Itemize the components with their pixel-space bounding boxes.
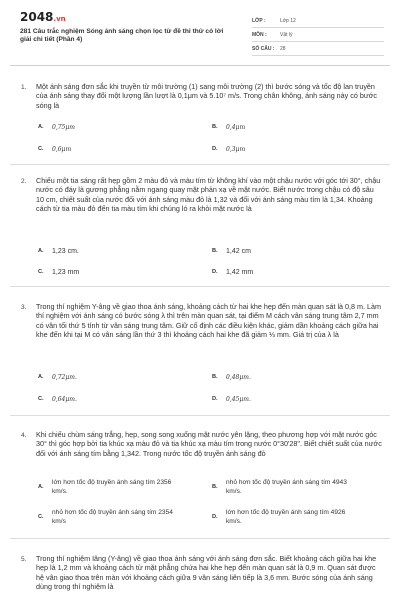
option-text: 0,6μm: [52, 146, 72, 153]
document-title: 281 Câu trắc nghiệm Sóng ánh sáng chọn lọc từ đề thi thử có lời giải chi tiết (Phần 4): [20, 28, 224, 44]
option-letter: C.: [38, 514, 44, 520]
option-c[interactable]: [38, 396, 77, 403]
option-text: nhỏ hơn tốc độ truyền ánh sáng tím 2354 km/s: [52, 509, 173, 525]
meta-value-count: 28: [280, 45, 286, 52]
option-letter: B.: [212, 248, 218, 254]
meta-row-subject: [252, 28, 384, 42]
option-d[interactable]: [212, 396, 251, 403]
option-d[interactable]: [212, 269, 253, 276]
question-text: Một ánh sáng đơn sắc khi truyền từ môi trường (1) sang môi trường (2) thì bước sóng và tốc độ lan truyền của ánh sáng thay đổi một lượng lần lượt là 0,1μm và 5.10⁷ m/s. Trong chân không, ánh sáng này có bước sóng là: [36, 82, 377, 110]
option-text: 0,48μm.: [226, 374, 251, 381]
option-d[interactable]: [212, 508, 356, 526]
option-text: lớn hơn tốc độ truyền ánh sáng tím 2356 km/s.: [52, 479, 172, 495]
option-text: 1,23 cm.: [52, 248, 79, 255]
option-letter: A.: [38, 248, 44, 254]
option-b[interactable]: [212, 478, 356, 496]
document-meta: [252, 14, 384, 56]
question-list: [0, 72, 400, 592]
option-letter: A.: [38, 374, 44, 380]
option-c[interactable]: [38, 146, 71, 153]
option-letter: D.: [212, 514, 218, 520]
option-a[interactable]: [38, 478, 182, 496]
option-letter: D.: [212, 269, 218, 275]
option-letter: A.: [38, 484, 44, 490]
question-number: 2.: [21, 178, 27, 185]
option-text: 0,72μm.: [52, 374, 77, 381]
option-text: lớn hơn tốc độ truyền ánh sáng tím 4926 km/s.: [226, 509, 346, 525]
option-letter: A.: [38, 124, 44, 130]
option-d[interactable]: [212, 146, 245, 153]
question-3: [0, 292, 400, 420]
question-divider: [10, 415, 390, 416]
header-divider: [10, 65, 390, 66]
option-c[interactable]: [38, 269, 79, 276]
option-letter: D.: [212, 146, 218, 152]
option-text: 1,42 mm: [226, 269, 254, 276]
document-header: [0, 0, 400, 60]
question-text: Chiếu một tia sáng rất hẹp gồm 2 màu đỏ và màu tím từ không khí vào một chậu nước với góc tới 30°, chậu nước có đáy là gương phẳng nằm ngang quay mặt phản xạ về mặt nước. Biết nước trong chậu có độ sâu 10 cm, chiết suất của nước đối với ánh sáng màu đỏ là 1,32 và đối với ánh sáng màu tím là 1,34. Khoảng cách từ tia màu đỏ đến tia màu tím khi chúng ló ra khỏi mặt nước là: [36, 176, 381, 214]
meta-value-grade: Lớp 12: [280, 17, 296, 24]
meta-row-grade: [252, 14, 384, 28]
option-letter: D.: [212, 396, 218, 402]
question-number: 4.: [21, 432, 27, 439]
meta-key-grade: LỚP :: [252, 17, 266, 24]
question-divider: [10, 164, 390, 165]
option-letter: C.: [38, 146, 44, 152]
option-text: 0,64μm.: [52, 396, 77, 403]
question-5: [0, 544, 400, 600]
option-text: nhỏ hơn tốc độ truyền ánh sáng tím 4943 km/s.: [226, 479, 347, 495]
question-1: [0, 72, 400, 166]
meta-value-subject: Vật lý: [280, 31, 293, 38]
option-b[interactable]: [212, 124, 245, 131]
option-b[interactable]: [212, 374, 251, 381]
question-divider: [10, 538, 390, 539]
question-2: [0, 166, 400, 292]
option-c[interactable]: [38, 508, 182, 526]
question-text: Trong thí nghiệm Y-âng về giao thoa ánh sáng, khoảng cách từ hai khe hẹp đến màn quan sát là 0,8 m. Làm thí nghiệm với ánh sáng có bước sóng λ thì trên màn quan sát, tại điểm M cách vân sáng trung tâm 2,7 mm có vân tối thứ 5 tính từ vân sáng trung tâm. Giữ cố định các điều kiện khác, giảm dần khoảng cách giữa hai khe đến khi tại M có vân sáng lần thứ 3 thì khoảng cách hai khe đã giảm ⅓ mm. Giá trị của λ là: [36, 302, 381, 340]
option-b[interactable]: [212, 248, 251, 255]
question-number: 1.: [21, 84, 27, 91]
option-a[interactable]: [38, 124, 75, 131]
question-text: Trong thí nghiệm Iâng (Y-âng) về giao thoa ánh sáng với ánh sáng đơn sắc. Biết khoảng cách giữa hai khe hẹp là 1,2 mm và khoảng cách từ mặt phẳng chứa hai khe hẹp đến màn quan sát là 0,9 m. Quan sát được hệ vân giao thoa trên màn với khoảng cách giữa 9 vân sáng liên tiếp là 3,6 mm. Bước sóng của ánh sáng dùng trong thí nghiệm là: [36, 554, 377, 592]
question-number: 5.: [21, 556, 27, 563]
option-text: 1,23 mm: [52, 269, 80, 276]
question-text: Khi chiếu chùm sáng trắng, hẹp, song song xuống mặt nước yên lặng, theo phương hợp với mặt nước góc 30° thì góc hợp bởi tia khúc xạ màu đỏ và tia khúc xạ màu tím trong nước 0°30'28". Biết chiết suất của nước đối với ánh sáng tím bằng 1,342. Trong nước tốc độ truyền ánh sáng đỏ: [36, 430, 382, 458]
question-4: [0, 420, 400, 544]
option-letter: B.: [212, 374, 218, 380]
option-letter: C.: [38, 269, 44, 275]
option-a[interactable]: [38, 248, 79, 255]
option-letter: C.: [38, 396, 44, 402]
option-text: 0,45μm.: [226, 396, 251, 403]
option-text: 0,3μm: [226, 146, 246, 153]
option-text: 0,75μm: [52, 124, 75, 131]
meta-key-subject: MÔN :: [252, 31, 267, 38]
option-text: 0,4μm: [226, 124, 246, 131]
meta-row-count: [252, 42, 384, 56]
logo-text: 2048: [20, 10, 54, 24]
logo-suffix: .vn: [53, 15, 66, 23]
option-text: 1,42 cm: [226, 248, 251, 255]
option-a[interactable]: [38, 374, 77, 381]
option-letter: B.: [212, 124, 218, 130]
meta-key-count: SỐ CÂU :: [252, 45, 275, 52]
option-letter: B.: [212, 484, 218, 490]
question-number: 3.: [21, 304, 27, 311]
question-divider: [10, 286, 390, 287]
